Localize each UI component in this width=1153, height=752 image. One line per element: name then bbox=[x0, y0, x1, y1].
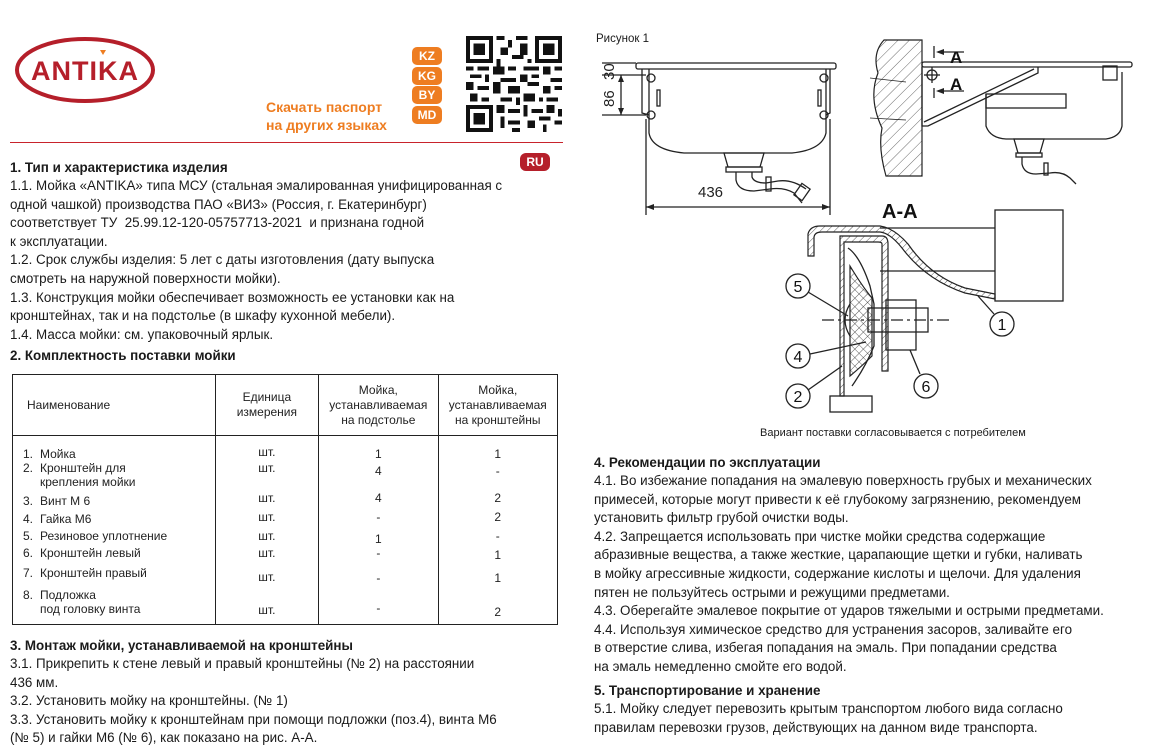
svg-text:436: 436 bbox=[698, 184, 724, 201]
table-row: 1. Мойка шт. 1 1 bbox=[13, 436, 558, 462]
section-3-line: 3.1. Прикрепить к стене левый и правый кронштейны (№ 2) на расстоянии bbox=[10, 656, 475, 671]
section-3-line: (№ 5) и гайки М6 (№ 6), как показано на рис. А-А. bbox=[10, 730, 318, 746]
section-3-line: 3.2. Установить мойку на кронштейны. (№ 1) bbox=[10, 693, 288, 709]
figure-caption: Вариант поставки согласовывается с потребителем bbox=[760, 427, 1026, 439]
svg-text:A-A: A-A bbox=[882, 201, 918, 223]
sink-side-view-diagram bbox=[866, 38, 1146, 198]
table-row: 3. Винт М 6 шт. 4 2 bbox=[13, 491, 558, 510]
section-4 bbox=[594, 454, 1153, 677]
section-4-title: 4. Рекомендации по эксплуатации bbox=[594, 455, 821, 470]
svg-text:30: 30 bbox=[601, 63, 618, 80]
section-1-line: кронштейнах, так и на подстолье (в шкафу кухонной мебели). bbox=[10, 308, 396, 324]
section-5 bbox=[594, 682, 1153, 737]
section-3-line: 3.3. Установить мойку к кронштейнам при помощи подложки (поз.4), винта М6 bbox=[10, 711, 497, 727]
svg-text:A: A bbox=[950, 75, 963, 94]
svg-text:4: 4 bbox=[793, 349, 803, 366]
section-a-a-diagram bbox=[770, 196, 1070, 421]
header-undertable: Мойка, устанавливаемая на подстолье bbox=[319, 375, 438, 436]
section-5-line: правилам перевозки грузов, действующих на данном виде транспорта. bbox=[594, 719, 1038, 735]
section-4-line: примесей, которые могут привести к её глубокому загрязнению, рекомендуем bbox=[594, 491, 1081, 507]
table-header-row bbox=[13, 375, 558, 436]
figure-title: Рисунок 1 bbox=[596, 33, 649, 45]
section-5-title: 5. Транспортирование и хранение bbox=[594, 683, 821, 698]
lang-badge-md[interactable]: MD bbox=[412, 106, 442, 124]
lang-badge-ru: RU bbox=[520, 153, 550, 171]
section-1-title: 1. Тип и характеристика изделия bbox=[10, 160, 228, 175]
lang-badge-by[interactable]: BY bbox=[412, 86, 442, 104]
section-4-line: в отверстие слива, избегая попадания на эмаль. При попадании средства bbox=[594, 640, 1057, 656]
table-row: 7. Кронштейн правый шт. - 1 bbox=[13, 566, 558, 588]
section-4-line: установить фильтр грубой очистки воды. bbox=[594, 510, 849, 526]
section-4-line: 4.4. Используя химическое средство для устранения засоров, заливайте его bbox=[594, 621, 1073, 637]
kit-table bbox=[12, 374, 558, 625]
language-badges bbox=[412, 47, 442, 125]
section-1-line: к эксплуатации. bbox=[10, 233, 108, 249]
section-1 bbox=[10, 159, 570, 344]
table-row: 2. Кронштейн для крепления мойки шт. 4 - bbox=[13, 461, 558, 491]
table-row: 4. Гайка М6 шт. - 2 bbox=[13, 510, 558, 529]
section-4-line: 4.2. Запрещается использовать при чистке мойки средства содержащие bbox=[594, 528, 1046, 544]
table-row: 5. Резиновое уплотнение шт. 1 - bbox=[13, 529, 558, 546]
section-3 bbox=[10, 637, 570, 748]
header-name: Наименование bbox=[13, 375, 216, 436]
download-line-1: Скачать паспорт bbox=[266, 99, 383, 115]
table-row: 8. Подложка под головку винта шт. - 2 bbox=[13, 588, 558, 624]
header-unit: Единица измерения bbox=[215, 375, 318, 436]
section-1-line: смотреть на наружной поверхности мойки). bbox=[10, 270, 281, 286]
section-2-title: 2. Комплектность поставки мойки bbox=[10, 348, 236, 363]
lang-badge-kz[interactable]: KZ bbox=[412, 47, 442, 65]
svg-text:6: 6 bbox=[921, 379, 931, 396]
table-row: 6. Кронштейн левый шт. - 1 bbox=[13, 546, 558, 566]
svg-text:5: 5 bbox=[793, 279, 803, 296]
section-1-line: соответствует ТУ 25.99.12-120-05757713-2021 и признана годной bbox=[10, 215, 425, 231]
section-4-line: на эмаль немедленно смойте его водой. bbox=[594, 658, 847, 674]
section-4-line: 4.3. Оберегайте эмалевое покрытие от ударов тяжелыми и острыми предметами. bbox=[594, 603, 1104, 619]
svg-text:2: 2 bbox=[793, 389, 803, 406]
antika-logo bbox=[14, 36, 156, 104]
svg-text:A: A bbox=[950, 48, 963, 67]
section-3-line: 436 мм. bbox=[10, 674, 59, 690]
section-5-line: 5.1. Мойку следует перевозить крытым транспортом любого вида согласно bbox=[594, 701, 1063, 716]
header-brackets: Мойка, устанавливаемая на кронштейны bbox=[438, 375, 557, 436]
svg-text:86: 86 bbox=[601, 90, 618, 107]
download-passport-link[interactable] bbox=[266, 98, 387, 134]
download-line-2: на других языках bbox=[266, 117, 387, 133]
section-3-title: 3. Монтаж мойки, устанавливаемой на кронштейны bbox=[10, 638, 353, 653]
section-1-line: 1.2. Срок службы изделия: 5 лет с даты изготовления (дату выпуска bbox=[10, 252, 435, 268]
qr-code[interactable] bbox=[465, 36, 563, 132]
svg-text:1: 1 bbox=[997, 317, 1007, 334]
section-1-line: 1.3. Конструкция мойки обеспечивает возможность ее установки как на bbox=[10, 289, 455, 305]
header-divider bbox=[10, 142, 563, 143]
section-4-line: абразивные вещества, а также жесткие, царапающие щетки и губки, наливать bbox=[594, 547, 1083, 563]
logo-text: ANTIKA bbox=[31, 56, 139, 86]
section-4-line: 4.1. Во избежание попадания на эмалевую поверхность грубых и механических bbox=[594, 473, 1092, 488]
lang-badge-kg[interactable]: KG bbox=[412, 67, 442, 85]
sink-front-view-diagram bbox=[594, 55, 864, 215]
section-4-line: пятен не пользуйтесь острыми и режущими предметами. bbox=[594, 584, 950, 600]
section-1-line: 1.4. Масса мойки: см. упаковочный ярлык. bbox=[10, 326, 274, 342]
section-1-line: одной чашкой) производства ПАО «ВИЗ» (Россия, г. Екатеринбург) bbox=[10, 196, 427, 212]
section-4-line: в мойку агрессивные жидкости, содержание кислоты и щелочи. Для удаления bbox=[594, 565, 1081, 581]
section-1-line: 1.1. Мойка «ANTIKA» типа МСУ (стальная эмалированная унифицированная с bbox=[10, 178, 503, 193]
